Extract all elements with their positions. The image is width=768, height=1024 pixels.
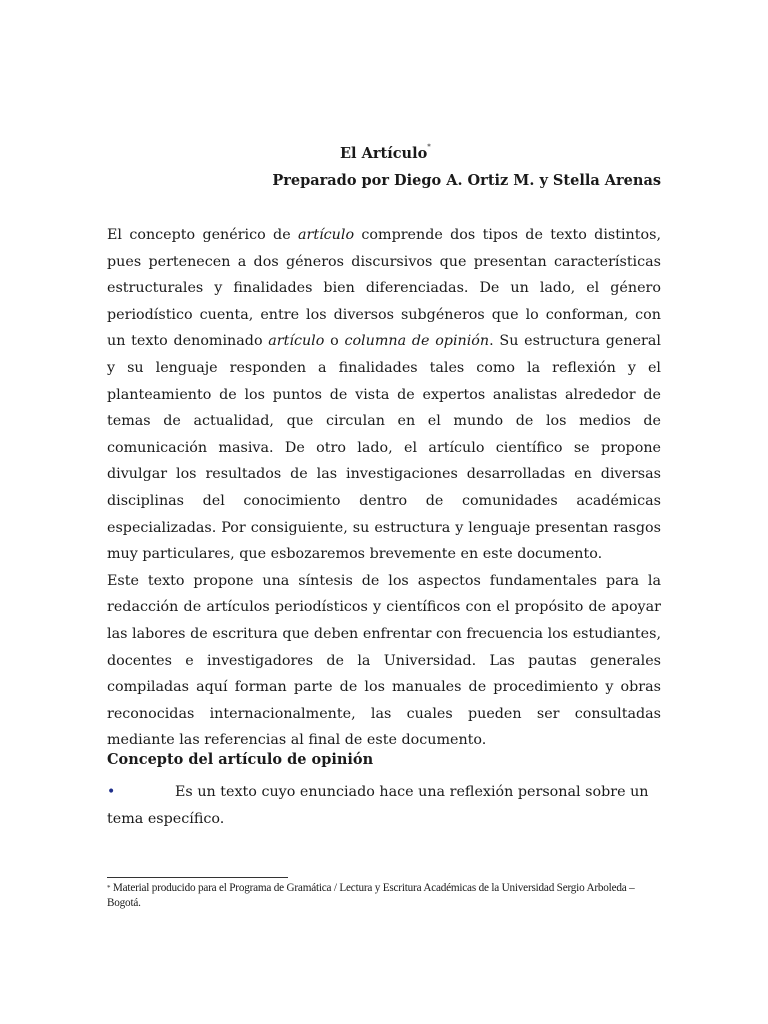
footnote [107,881,667,911]
document-authors: Preparado por Diego A. Ortiz M. y Stella Arenas [272,172,661,189]
paragraph-intro-text-2: comprende dos tipos de texto distintos, pues pertenecen a dos géneros discursivos que presentan características estructurales y finalidades bien diferenciadas. De un lado, el género periodístico cuenta, entre los diversos subgéneros que lo conforman, con un texto denominado [107,227,661,350]
footnote-divider [107,877,288,878]
document-body [107,222,661,754]
bullet-list-item [107,779,661,832]
document-title [340,145,431,162]
bullet-text: Es un texto cuyo enunciado hace una reflexión personal sobre un tema específico. [107,784,649,827]
paragraph-intro-italic-2: artículo [268,333,325,350]
paragraph-intro-text-3: o [324,333,345,350]
paragraph-purpose: Este texto propone una síntesis de los aspectos fundamentales para la redacción de artículos periodísticos y científicos con el propósito de apoyar las labores de escritura que deben enfrentar con frecuencia los estudiantes, docentes e investigadores de la Universidad. Las pautas generales compiladas aquí forman parte de los manuales de procedimiento y obras reconocidas internacionalmente, las cuales pueden ser consultadas mediante las referencias al final de este documento. [107,572,661,749]
paragraph-intro-italic-3: columna de opinión [344,333,490,350]
document-title-text: El Artículo [340,145,428,162]
paragraph-intro-italic-1: artículo [298,227,355,243]
paragraph-intro-text-4: . Su estructura general y su lenguaje responden a finalidades tales como la reflexión y el planteamiento de los puntos de vista de expertos analistas alrededor de temas de actualidad, que circulan en el mundo de los medios de comunicación masiva. De otro lado, el artículo científico se propone divulgar los resultados de las investigaciones desarrolladas en diversas disciplinas del conocimiento dentro de comunidades académicas especializadas. Por consiguiente, su estructura y lenguaje presentan rasgos muy particulares, que esbozaremos brevemente en este documento. [107,333,661,563]
title-footnote-mark: * [427,143,431,151]
footnote-text: Material producido para el Programa de Gramática / Lectura y Escritura Académicas de la Universidad Sergio Arboleda – Bogotá. [107,882,635,909]
paragraph-intro [107,222,661,568]
section-heading: Concepto del artículo de opinión [107,751,374,768]
bullet-dot-icon: • [107,784,116,800]
footnote-mark: * [107,884,111,892]
paragraph-intro-text-1: El concepto genérico de [107,227,298,243]
